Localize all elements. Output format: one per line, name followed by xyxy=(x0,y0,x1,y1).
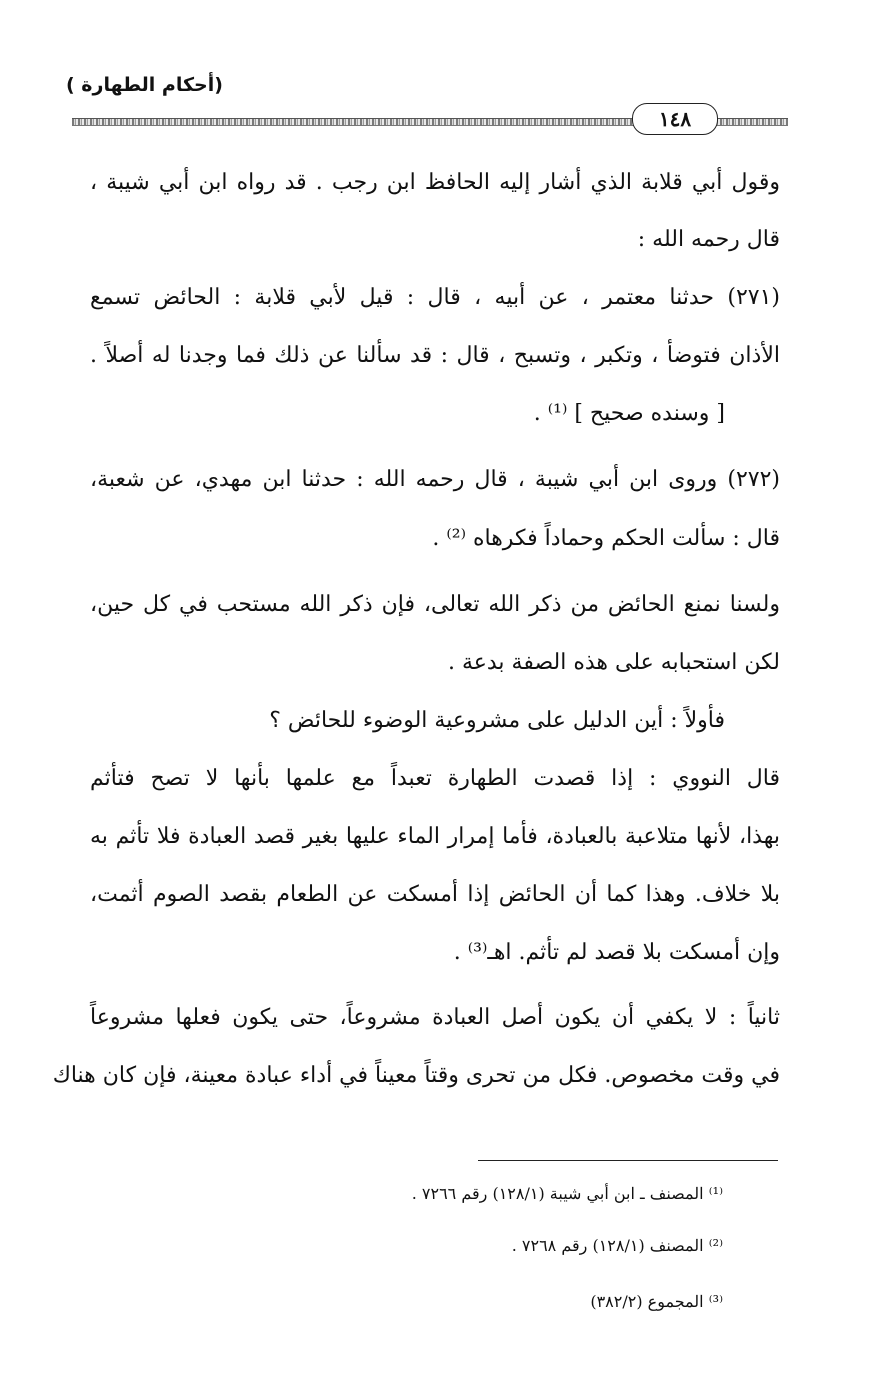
running-header-title: (أحكام الطهارة ) xyxy=(66,74,223,96)
body-line-15: ثانياً : لا يكفي أن يكون أصل العبادة مشروعاً، حتى يكون فعلها مشروعاً xyxy=(90,1005,780,1030)
body-line-4: الأذان فتوضأ ، وتكبر ، وتسبح ، قال : قد سألنا عن ذلك فما وجدنا له أصلاً . xyxy=(90,343,780,368)
body-line-8: ولسنا نمنع الحائض من ذكر الله تعالى، فإن ذكر الله مستحب في كل حين، xyxy=(90,592,780,617)
body-line-6: (٢٧٢) وروى ابن أبي شيبة ، قال رحمه الله : حدثنا ابن مهدي، عن شعبة، xyxy=(90,467,780,492)
body-line-3: (٢٧١) حدثنا معتمر ، عن أبيه ، قال : قيل لأبي قلابة : الحائض تسمع xyxy=(90,285,780,310)
footnote-separator xyxy=(478,1160,778,1161)
body-line-10: فأولاً : أين الدليل على مشروعية الوضوء للحائض ؟ xyxy=(269,708,725,733)
body-line-12: بهذا، لأنها متلاعبة بالعبادة، فأما إمرار الماء عليها بغير قصد العبادة فلا تأثم به xyxy=(90,824,780,849)
body-line-2: قال رحمه الله : xyxy=(637,227,780,252)
page-number: ١٤٨ xyxy=(632,103,718,135)
body-line-9: لكن استحبابه على هذه الصفة بدعة . xyxy=(447,650,780,675)
body-line-11: قال النووي : إذا قصدت الطهارة تعبداً مع علمها بأنها لا تصح فتأثم xyxy=(90,766,780,791)
footnote-1: ⁽¹⁾ المصنف ـ ابن أبي شيبة (١٢٨/١) رقم ٧٢٦٦ . xyxy=(411,1184,723,1203)
footnote-3: ⁽³⁾ المجموع (٣٨٢/٢) xyxy=(590,1292,723,1311)
body-line-1: وقول أبي قلابة الذي أشار إليه الحافظ ابن رجب . قد رواه ابن أبي شيبة ، xyxy=(90,170,780,195)
body-line-14: وإن أمسكت بلا قصد لم تأثم. اهـ⁽³⁾ . xyxy=(453,940,780,965)
body-line-16: في وقت مخصوص. فكل من تحرى وقتاً معيناً في أداء عبادة معينة، فإن كان هناك xyxy=(52,1063,780,1088)
footnote-2: ⁽²⁾ المصنف (١٢٨/١) رقم ٧٢٦٨ . xyxy=(511,1236,723,1255)
body-line-7: قال : سألت الحكم وحماداً فكرهاه ⁽²⁾ . xyxy=(432,526,780,551)
body-line-5: [ وسنده صحيح ] ⁽¹⁾ . xyxy=(533,401,725,426)
body-line-13: بلا خلاف. وهذا كما أن الحائض إذا أمسكت عن الطعام بقصد الصوم أثمت، xyxy=(90,882,780,907)
